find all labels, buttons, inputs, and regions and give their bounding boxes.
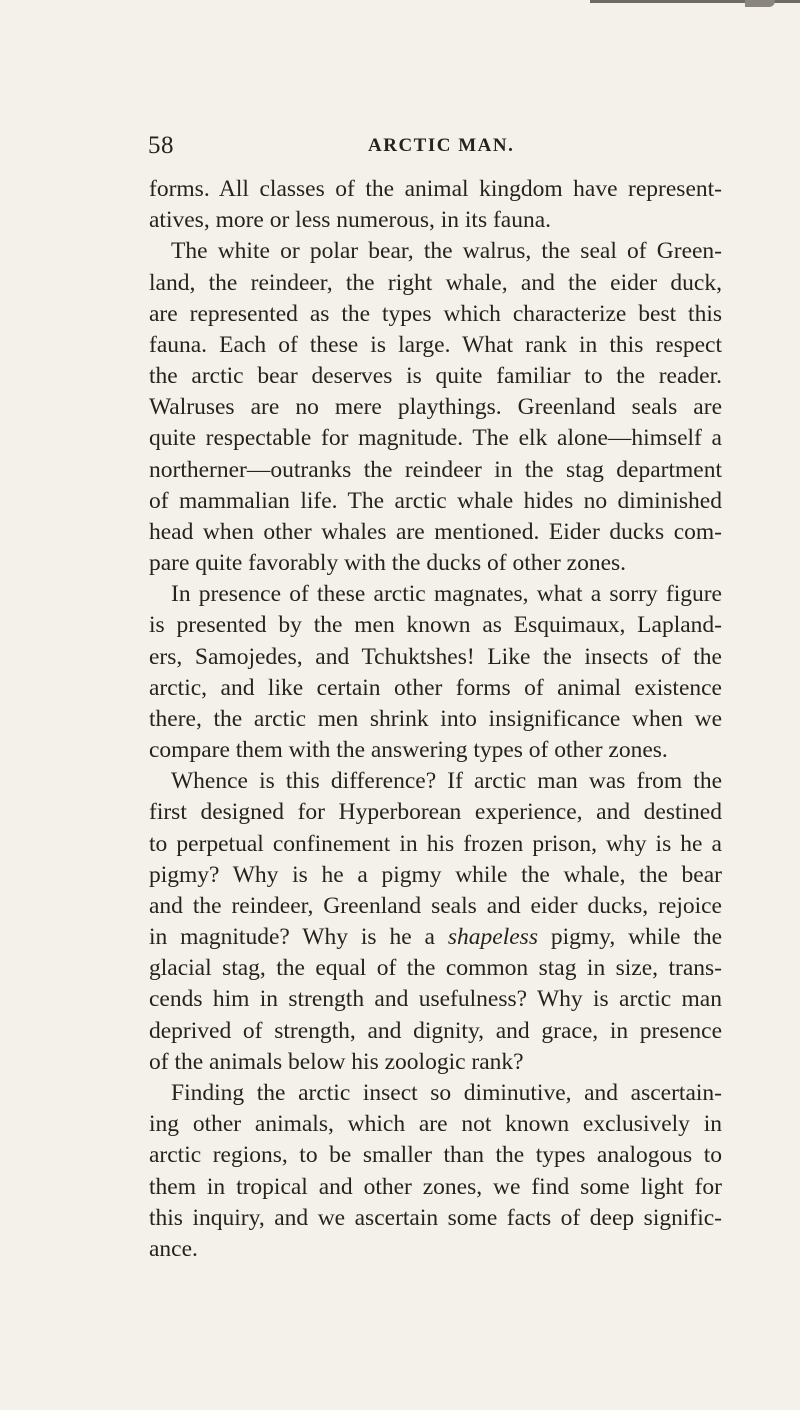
text-line: In presence of these arctic magnates, what a sorry figure <box>171 581 722 608</box>
text-line: first designed for Hyperborean experience, and destined <box>149 799 722 826</box>
text-line: are represented as the types which characterize best this <box>149 300 722 327</box>
text-line: fauna. Each of these is large. What rank in this respect <box>149 331 722 358</box>
text-line: quite respectable for magnitude. The elk alone—himself a <box>149 425 722 452</box>
page-header <box>0 132 800 166</box>
text-line: compare them with the answering types of other zones. <box>149 737 668 764</box>
text-line: Finding the arctic insect so diminutive, and ascertain- <box>171 1079 722 1106</box>
text-line: The white or polar bear, the walrus, the seal of Green- <box>171 238 722 265</box>
text-line: cends him in strength and usefulness? Why is arctic man <box>149 986 722 1013</box>
text-line: pare quite favorably with the ducks of other zones. <box>149 550 627 577</box>
text-segment: pigmy, while the <box>537 924 723 951</box>
text-line: arctic, and like certain other forms of animal existence <box>149 674 722 701</box>
text-line: of the animals below his zoologic rank? <box>149 1048 524 1075</box>
page-number: 58 <box>148 132 174 159</box>
text-line: Whence is this difference? If arctic man was from the <box>171 768 722 795</box>
text-line <box>149 922 722 953</box>
text-line: Walruses are no mere playthings. Greenland seals are <box>149 394 722 421</box>
top-edge-mark <box>745 0 775 7</box>
text-line: northerner—outranks the reindeer in the stag department <box>149 456 722 483</box>
text-line: to perpetual confinement in his frozen prison, why is he a <box>149 830 722 857</box>
running-head: ARCTIC MAN. <box>368 135 515 156</box>
text-line: of mammalian life. The arctic whale hides no diminished <box>149 487 722 514</box>
body-text <box>149 174 722 1265</box>
text-line: ers, Samojedes, and Tchuktshes! Like the insects of the <box>149 643 722 670</box>
italic-word: shapeless <box>447 924 538 951</box>
text-line: glacial stag, the equal of the common stag in size, trans- <box>149 955 722 982</box>
text-line: head when other whales are mentioned. Eider ducks com- <box>149 518 722 545</box>
text-line: ing other animals, which are not known exclusively in <box>149 1111 722 1138</box>
text-line: them in tropical and other zones, we find some light for <box>149 1173 722 1200</box>
text-line: ance. <box>149 1235 198 1262</box>
text-line: deprived of strength, and dignity, and grace, in presence <box>149 1017 722 1044</box>
text-line: arctic regions, to be smaller than the types analogous to <box>149 1142 722 1169</box>
text-line: pigmy? Why is he a pigmy while the whale, the bear <box>149 861 722 888</box>
text-segment: in magnitude? Why is he a <box>149 924 448 951</box>
text-line: is presented by the men known as Esquimaux, Lapland- <box>149 612 722 639</box>
text-line: forms. All classes of the animal kingdom have represent- <box>149 176 722 202</box>
text-line: the arctic bear deserves is quite familiar to the reader. <box>149 363 722 390</box>
text-line: this inquiry, and we ascertain some facts of deep signific- <box>149 1204 722 1231</box>
text-line: land, the reindeer, the right whale, and the eider duck, <box>149 269 722 296</box>
text-line: atives, more or less numerous, in its fauna. <box>149 207 552 234</box>
text-line: and the reindeer, Greenland seals and eider ducks, rejoice <box>149 892 722 919</box>
text-line: there, the arctic men shrink into insignificance when we <box>149 705 722 732</box>
